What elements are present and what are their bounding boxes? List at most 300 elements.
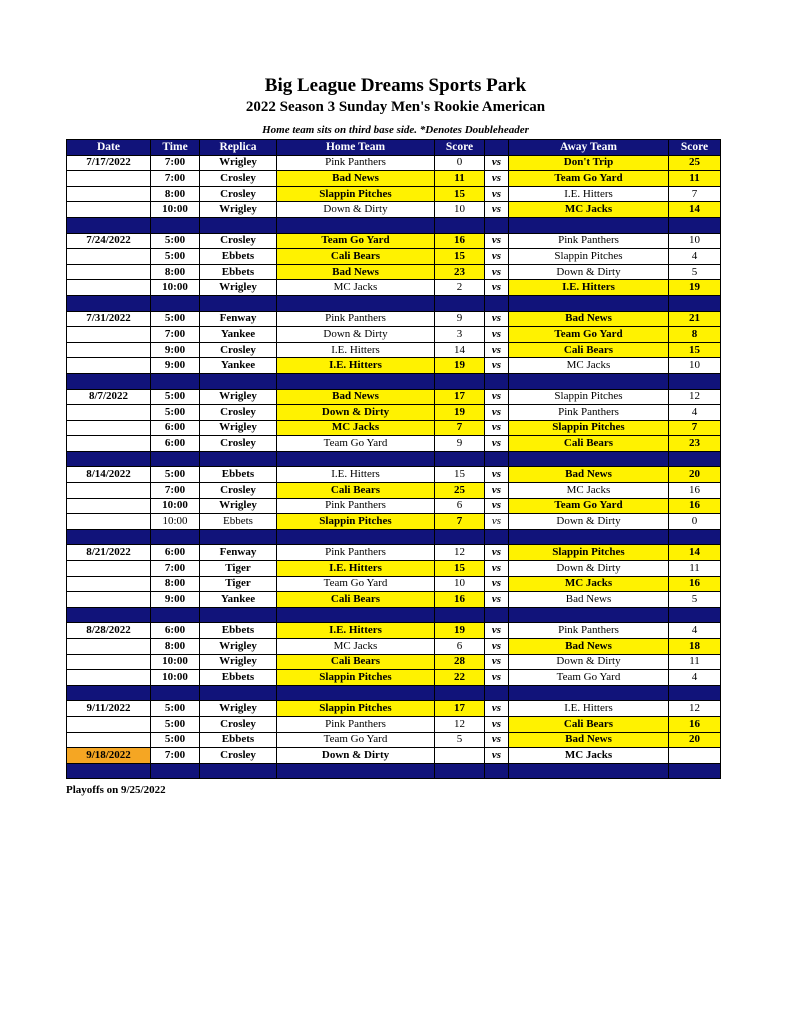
game-replica: Fenway	[200, 311, 277, 327]
game-date: 7/24/2022	[67, 233, 151, 249]
vs-label: vs	[485, 249, 509, 265]
game-date	[67, 202, 151, 218]
game-time: 8:00	[151, 639, 200, 655]
away-score: 21	[669, 311, 721, 327]
week-separator	[67, 607, 721, 623]
separator-cell	[669, 451, 721, 467]
away-team: Bad News	[509, 467, 669, 483]
home-team: Down & Dirty	[277, 327, 435, 343]
game-replica: Ebbets	[200, 514, 277, 530]
away-score: 18	[669, 639, 721, 655]
schedule-body	[67, 155, 721, 779]
home-score: 10	[435, 576, 485, 592]
game-row	[67, 483, 721, 499]
game-date: 9/11/2022	[67, 701, 151, 717]
game-time: 5:00	[151, 405, 200, 421]
week-separator	[67, 217, 721, 233]
away-score: 10	[669, 233, 721, 249]
away-score: 16	[669, 576, 721, 592]
vs-label: vs	[485, 327, 509, 343]
away-score: 5	[669, 592, 721, 608]
away-score: 8	[669, 327, 721, 343]
away-team: Pink Panthers	[509, 233, 669, 249]
separator-cell	[277, 607, 435, 623]
game-time: 9:00	[151, 358, 200, 374]
away-team: Team Go Yard	[509, 327, 669, 343]
home-team: I.E. Hitters	[277, 467, 435, 483]
separator-cell	[435, 685, 485, 701]
home-team: I.E. Hitters	[277, 358, 435, 374]
game-time: 8:00	[151, 186, 200, 202]
game-row	[67, 358, 721, 374]
separator-cell	[277, 373, 435, 389]
separator-cell	[277, 295, 435, 311]
game-replica: Crosley	[200, 748, 277, 764]
home-score: 15	[435, 186, 485, 202]
home-score: 17	[435, 701, 485, 717]
game-row	[67, 592, 721, 608]
game-replica: Yankee	[200, 358, 277, 374]
vs-label: vs	[485, 732, 509, 748]
home-score: 15	[435, 467, 485, 483]
game-time: 7:00	[151, 327, 200, 343]
away-score: 16	[669, 483, 721, 499]
game-date	[67, 186, 151, 202]
separator-cell	[151, 529, 200, 545]
game-row	[67, 186, 721, 202]
away-team: Bad News	[509, 311, 669, 327]
away-team: Bad News	[509, 732, 669, 748]
separator-cell	[151, 607, 200, 623]
page-note: Home team sits on third base side. *Denotes Doubleheader	[262, 124, 529, 136]
game-replica: Crosley	[200, 405, 277, 421]
separator-cell	[485, 373, 509, 389]
game-row	[67, 327, 721, 343]
home-score: 23	[435, 264, 485, 280]
home-score: 14	[435, 342, 485, 358]
vs-label: vs	[485, 561, 509, 577]
separator-cell	[277, 529, 435, 545]
game-row	[67, 670, 721, 686]
away-team: MC Jacks	[509, 358, 669, 374]
away-score: 19	[669, 280, 721, 296]
away-team: Pink Panthers	[509, 405, 669, 421]
separator-cell	[485, 217, 509, 233]
away-score: 20	[669, 467, 721, 483]
game-row	[67, 342, 721, 358]
home-score: 9	[435, 311, 485, 327]
game-replica: Crosley	[200, 483, 277, 499]
home-team: Bad News	[277, 264, 435, 280]
game-row	[67, 701, 721, 717]
away-score: 12	[669, 701, 721, 717]
vs-label: vs	[485, 436, 509, 452]
game-date	[67, 561, 151, 577]
game-replica: Crosley	[200, 436, 277, 452]
game-replica: Wrigley	[200, 639, 277, 655]
game-time: 7:00	[151, 748, 200, 764]
game-replica: Yankee	[200, 327, 277, 343]
game-row	[67, 233, 721, 249]
game-row	[67, 654, 721, 670]
away-team: Bad News	[509, 639, 669, 655]
vs-label: vs	[485, 264, 509, 280]
home-score: 19	[435, 623, 485, 639]
game-row	[67, 264, 721, 280]
game-replica: Crosley	[200, 716, 277, 732]
game-time: 6:00	[151, 436, 200, 452]
vs-label: vs	[485, 233, 509, 249]
col-time: Time	[151, 140, 200, 156]
separator-cell	[435, 373, 485, 389]
game-date	[67, 483, 151, 499]
separator-cell	[485, 685, 509, 701]
separator-cell	[485, 451, 509, 467]
col-home-score: Score	[435, 140, 485, 156]
game-row	[67, 436, 721, 452]
game-row	[67, 249, 721, 265]
col-away-score: Score	[669, 140, 721, 156]
home-score: 12	[435, 545, 485, 561]
separator-cell	[669, 529, 721, 545]
separator-cell	[67, 217, 151, 233]
home-team: MC Jacks	[277, 420, 435, 436]
game-row	[67, 467, 721, 483]
game-replica: Crosley	[200, 342, 277, 358]
game-row	[67, 576, 721, 592]
home-score: 19	[435, 358, 485, 374]
home-score: 17	[435, 389, 485, 405]
away-team: MC Jacks	[509, 576, 669, 592]
vs-label: vs	[485, 514, 509, 530]
away-team: Slappin Pitches	[509, 545, 669, 561]
separator-cell	[509, 373, 669, 389]
away-score: 23	[669, 436, 721, 452]
away-team: Down & Dirty	[509, 514, 669, 530]
away-score: 0	[669, 514, 721, 530]
game-date	[67, 280, 151, 296]
col-replica: Replica	[200, 140, 277, 156]
separator-cell	[669, 373, 721, 389]
home-team: Bad News	[277, 171, 435, 187]
separator-cell	[277, 763, 435, 779]
game-time: 10:00	[151, 498, 200, 514]
game-replica: Crosley	[200, 171, 277, 187]
game-replica: Wrigley	[200, 389, 277, 405]
away-score: 25	[669, 155, 721, 171]
vs-label: vs	[485, 701, 509, 717]
away-score: 7	[669, 186, 721, 202]
separator-cell	[509, 295, 669, 311]
home-team: MC Jacks	[277, 280, 435, 296]
playoffs-note: Playoffs on 9/25/2022	[66, 784, 166, 796]
separator-cell	[67, 529, 151, 545]
vs-label: vs	[485, 748, 509, 764]
game-row	[67, 639, 721, 655]
separator-cell	[200, 763, 277, 779]
vs-label: vs	[485, 716, 509, 732]
home-team: Pink Panthers	[277, 311, 435, 327]
game-time: 5:00	[151, 249, 200, 265]
home-team: Cali Bears	[277, 654, 435, 670]
home-score: 9	[435, 436, 485, 452]
game-time: 5:00	[151, 716, 200, 732]
vs-label: vs	[485, 280, 509, 296]
home-team: Team Go Yard	[277, 436, 435, 452]
col-home-team: Home Team	[277, 140, 435, 156]
away-score: 14	[669, 545, 721, 561]
away-team: MC Jacks	[509, 483, 669, 499]
vs-label: vs	[485, 358, 509, 374]
game-time: 7:00	[151, 171, 200, 187]
separator-cell	[67, 295, 151, 311]
home-score: 10	[435, 202, 485, 218]
away-team: I.E. Hitters	[509, 701, 669, 717]
home-score: 22	[435, 670, 485, 686]
away-team: Down & Dirty	[509, 561, 669, 577]
week-separator	[67, 373, 721, 389]
schedule-table	[66, 139, 721, 779]
home-score: 0	[435, 155, 485, 171]
vs-label: vs	[485, 405, 509, 421]
game-date	[67, 732, 151, 748]
game-replica: Wrigley	[200, 498, 277, 514]
home-score: 6	[435, 498, 485, 514]
game-replica: Ebbets	[200, 467, 277, 483]
away-score: 4	[669, 670, 721, 686]
game-replica: Wrigley	[200, 701, 277, 717]
away-team: Bad News	[509, 592, 669, 608]
game-replica: Wrigley	[200, 654, 277, 670]
col-date: Date	[67, 140, 151, 156]
home-score: 2	[435, 280, 485, 296]
away-team: Cali Bears	[509, 716, 669, 732]
away-team: I.E. Hitters	[509, 280, 669, 296]
home-team: Slappin Pitches	[277, 514, 435, 530]
away-team: Slappin Pitches	[509, 420, 669, 436]
away-team: Team Go Yard	[509, 498, 669, 514]
separator-cell	[669, 295, 721, 311]
separator-cell	[435, 607, 485, 623]
separator-cell	[200, 607, 277, 623]
separator-cell	[669, 685, 721, 701]
game-time: 6:00	[151, 623, 200, 639]
away-team: Team Go Yard	[509, 670, 669, 686]
home-team: I.E. Hitters	[277, 561, 435, 577]
game-replica: Fenway	[200, 545, 277, 561]
home-team: Down & Dirty	[277, 748, 435, 764]
away-team: I.E. Hitters	[509, 186, 669, 202]
separator-cell	[435, 295, 485, 311]
week-separator	[67, 685, 721, 701]
game-row	[67, 498, 721, 514]
home-team: Slappin Pitches	[277, 701, 435, 717]
game-time: 5:00	[151, 389, 200, 405]
game-row	[67, 389, 721, 405]
separator-cell	[509, 529, 669, 545]
game-date: 7/17/2022	[67, 155, 151, 171]
game-time: 10:00	[151, 670, 200, 686]
home-team: Pink Panthers	[277, 498, 435, 514]
home-team: Bad News	[277, 389, 435, 405]
game-row	[67, 732, 721, 748]
game-replica: Wrigley	[200, 202, 277, 218]
separator-cell	[485, 607, 509, 623]
game-time: 10:00	[151, 202, 200, 218]
game-replica: Wrigley	[200, 155, 277, 171]
game-date: 7/31/2022	[67, 311, 151, 327]
away-team: Down & Dirty	[509, 264, 669, 280]
game-time: 5:00	[151, 701, 200, 717]
game-time: 7:00	[151, 155, 200, 171]
separator-cell	[669, 217, 721, 233]
game-row	[67, 623, 721, 639]
game-time: 7:00	[151, 561, 200, 577]
game-row	[67, 311, 721, 327]
home-score: 16	[435, 233, 485, 249]
game-row	[67, 716, 721, 732]
game-date: 9/18/2022	[67, 748, 151, 764]
away-score	[669, 748, 721, 764]
game-replica: Wrigley	[200, 280, 277, 296]
game-row	[67, 514, 721, 530]
away-score: 7	[669, 420, 721, 436]
game-row	[67, 420, 721, 436]
page-subtitle: 2022 Season 3 Sunday Men's Rookie American	[245, 99, 546, 115]
separator-cell	[67, 763, 151, 779]
away-team: MC Jacks	[509, 748, 669, 764]
game-row	[67, 545, 721, 561]
game-replica: Ebbets	[200, 670, 277, 686]
game-date	[67, 358, 151, 374]
home-score: 3	[435, 327, 485, 343]
home-score: 7	[435, 514, 485, 530]
game-row	[67, 405, 721, 421]
separator-cell	[200, 529, 277, 545]
away-score: 15	[669, 342, 721, 358]
col-away-team: Away Team	[509, 140, 669, 156]
game-replica: Ebbets	[200, 732, 277, 748]
vs-label: vs	[485, 467, 509, 483]
away-score: 4	[669, 405, 721, 421]
game-row	[67, 748, 721, 764]
game-date	[67, 405, 151, 421]
game-row	[67, 561, 721, 577]
game-replica: Crosley	[200, 233, 277, 249]
game-row	[67, 155, 721, 171]
game-date	[67, 436, 151, 452]
game-date: 8/21/2022	[67, 545, 151, 561]
home-score: 15	[435, 561, 485, 577]
separator-cell	[669, 607, 721, 623]
vs-label: vs	[485, 389, 509, 405]
home-team: Down & Dirty	[277, 202, 435, 218]
separator-cell	[435, 763, 485, 779]
game-replica: Ebbets	[200, 623, 277, 639]
away-score: 11	[669, 654, 721, 670]
home-team: Team Go Yard	[277, 732, 435, 748]
away-score: 20	[669, 732, 721, 748]
away-team: Team Go Yard	[509, 171, 669, 187]
away-score: 11	[669, 561, 721, 577]
week-separator	[67, 529, 721, 545]
home-score: 5	[435, 732, 485, 748]
home-score: 16	[435, 592, 485, 608]
separator-cell	[277, 217, 435, 233]
vs-label: vs	[485, 483, 509, 499]
separator-cell	[277, 685, 435, 701]
vs-label: vs	[485, 545, 509, 561]
game-date	[67, 654, 151, 670]
game-time: 5:00	[151, 311, 200, 327]
game-time: 5:00	[151, 233, 200, 249]
separator-cell	[669, 763, 721, 779]
home-score: 6	[435, 639, 485, 655]
home-score: 15	[435, 249, 485, 265]
game-date: 8/28/2022	[67, 623, 151, 639]
away-team: Pink Panthers	[509, 623, 669, 639]
game-time: 7:00	[151, 483, 200, 499]
home-team: MC Jacks	[277, 639, 435, 655]
home-team: Down & Dirty	[277, 405, 435, 421]
header-row	[67, 140, 721, 156]
vs-label: vs	[485, 186, 509, 202]
game-time: 8:00	[151, 576, 200, 592]
separator-cell	[67, 373, 151, 389]
separator-cell	[485, 529, 509, 545]
game-date	[67, 498, 151, 514]
vs-label: vs	[485, 623, 509, 639]
separator-cell	[151, 763, 200, 779]
vs-label: vs	[485, 654, 509, 670]
away-team: Don't Trip	[509, 155, 669, 171]
home-team: Slappin Pitches	[277, 670, 435, 686]
vs-label: vs	[485, 592, 509, 608]
game-replica: Ebbets	[200, 249, 277, 265]
home-team: Team Go Yard	[277, 576, 435, 592]
separator-cell	[509, 607, 669, 623]
separator-cell	[435, 451, 485, 467]
vs-label: vs	[485, 639, 509, 655]
away-score: 5	[669, 264, 721, 280]
game-date	[67, 670, 151, 686]
vs-label: vs	[485, 155, 509, 171]
home-score: 7	[435, 420, 485, 436]
separator-cell	[151, 295, 200, 311]
separator-cell	[509, 685, 669, 701]
vs-label: vs	[485, 171, 509, 187]
game-date: 8/7/2022	[67, 389, 151, 405]
separator-cell	[435, 217, 485, 233]
vs-label: vs	[485, 342, 509, 358]
game-date	[67, 342, 151, 358]
separator-cell	[151, 373, 200, 389]
away-team: Down & Dirty	[509, 654, 669, 670]
game-date	[67, 327, 151, 343]
separator-cell	[509, 763, 669, 779]
home-score: 12	[435, 716, 485, 732]
home-team: Cali Bears	[277, 483, 435, 499]
col-vs	[485, 140, 509, 156]
home-team: Pink Panthers	[277, 716, 435, 732]
separator-cell	[277, 451, 435, 467]
game-date: 8/14/2022	[67, 467, 151, 483]
separator-cell	[67, 607, 151, 623]
away-score: 11	[669, 171, 721, 187]
vs-label: vs	[485, 498, 509, 514]
game-time: 9:00	[151, 592, 200, 608]
game-replica: Tiger	[200, 561, 277, 577]
